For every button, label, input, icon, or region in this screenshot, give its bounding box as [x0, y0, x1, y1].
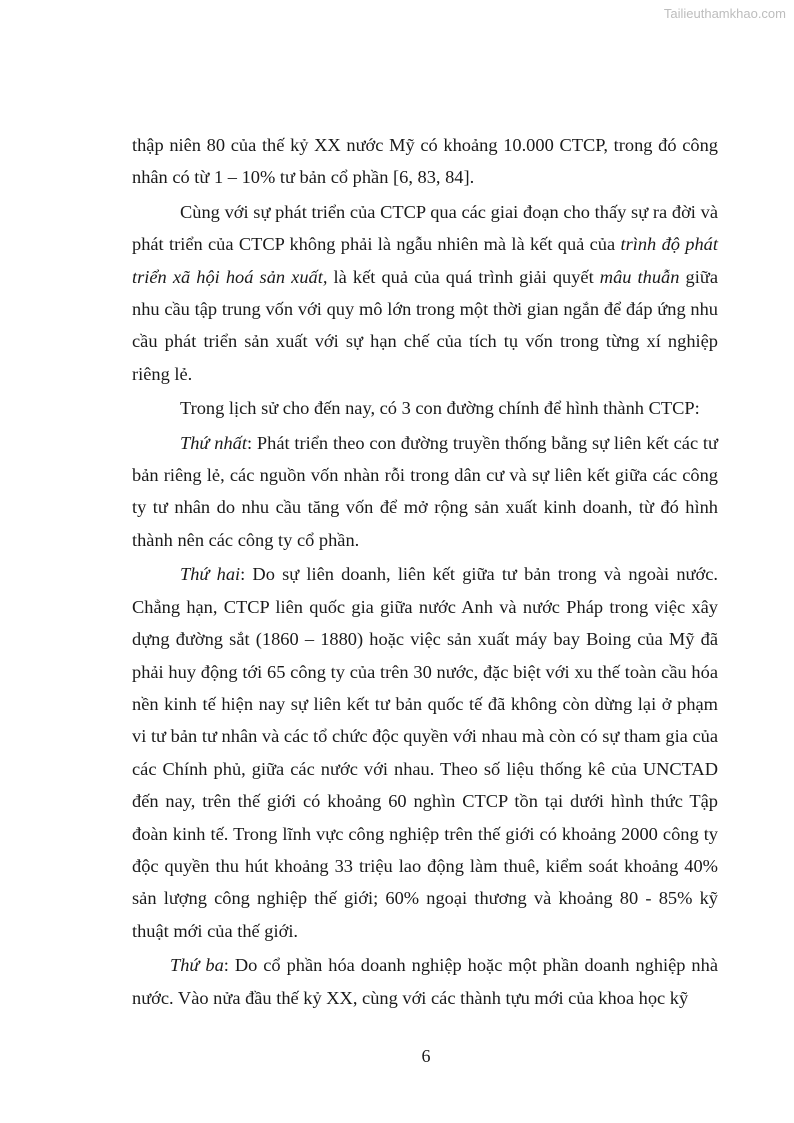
paragraph-4 — [132, 427, 718, 557]
paragraph-5 — [132, 558, 718, 947]
paragraph-5-text: : Do sự liên doanh, liên kết giữa tư bản trong và ngoài nước. Chẳng hạn, CTCP liên quốc gia giữa nước Anh và nước Pháp trong việc xây dựng đường sắt (1860 – 1880) hoặc việc sản xuất máy bay Boing của Mỹ đã phải huy động tới 65 công ty của trên 30 nước, đặc biệt với xu thế toàn cầu hóa nền kinh tế hiện nay sự liên kết tư bản quốc tế đã không còn dừng lại ở phạm vi tư bản tư nhân và các tổ chức độc quyền với nhau mà còn có sự tham gia của các Chính phủ, giữa các nước với nhau. Theo số liệu thống kê của UNCTAD đến nay, trên thế giới có khoảng 60 nghìn CTCP tồn tại dưới hình thức Tập đoàn kinh tế. Trong lĩnh vực công nghiệp trên thế giới có khoảng 2000 công ty độc quyền thu hút khoảng 33 triệu lao động làm thuê, kiểm soát khoảng 40% sản lượng công nghiệp thế giới; 60% ngoại thương và khoảng 80 - 85% kỹ thuật mới của thế giới. — [132, 564, 718, 941]
paragraph-6-text: : Do cổ phần hóa doanh nghiệp hoặc một phần doanh nghiệp nhà nước. Vào nửa đầu thế kỷ XX, cùng với các thành tựu mới của khoa học kỹ — [132, 955, 718, 1008]
paragraph-6-heading: Thứ ba — [170, 955, 224, 976]
paragraph-3: Trong lịch sử cho đến nay, có 3 con đường chính để hình thành CTCP: — [180, 398, 700, 419]
paragraph-2-text-b: là kết quả của quá trình giải quyết — [327, 266, 600, 287]
paragraph-2-text-c: giữa nhu cầu tập trung vốn với quy mô lớn trong một thời gian ngắn để đáp ứng nhu cầu phát triển sản xuất với sự hạn chế của tích tụ vốn trong từng xí nghiệp riêng lẻ. — [132, 266, 718, 384]
page-number: 6 — [421, 1046, 431, 1066]
paragraph-4-heading: Thứ nhất — [180, 432, 247, 453]
paragraph-2-emphasis-1: trình độ phát triển xã hội hoá sản xuất, — [132, 234, 718, 287]
watermark: Tailieuthamkhao.com — [663, 6, 786, 21]
paragraph-2-emphasis-2: mâu thuẫn — [599, 266, 680, 287]
paragraph-4-text: : Phát triển theo con đường truyền thống bằng sự liên kết các tư bản riêng lẻ, các nguồn vốn nhàn rỗi trong dân cư và sự liên kết giữa các công ty tư nhân do nhu cầu tăng vốn để mở rộng sản xuất kinh doanh, từ đó hình thành nên các công ty cổ phần. — [132, 432, 718, 550]
paragraph-2-text-a: Cùng với sự phát triển của CTCP qua các giai đoạn cho thấy sự ra đời và phát triển của CTCP không phải là ngẫu nhiên mà là kết quả của — [132, 201, 718, 255]
paragraph-5-heading: Thứ hai — [180, 564, 241, 585]
paragraph-1: thập niên 80 của thế kỷ XX nước Mỹ có khoảng 10.000 CTCP, trong đó công nhân có từ 1 – 10% tư bản cổ phần [6, 83, 84]. — [132, 135, 718, 188]
document-body — [132, 129, 718, 1016]
paragraph-6 — [132, 949, 718, 1014]
paragraph-2 — [132, 196, 718, 390]
